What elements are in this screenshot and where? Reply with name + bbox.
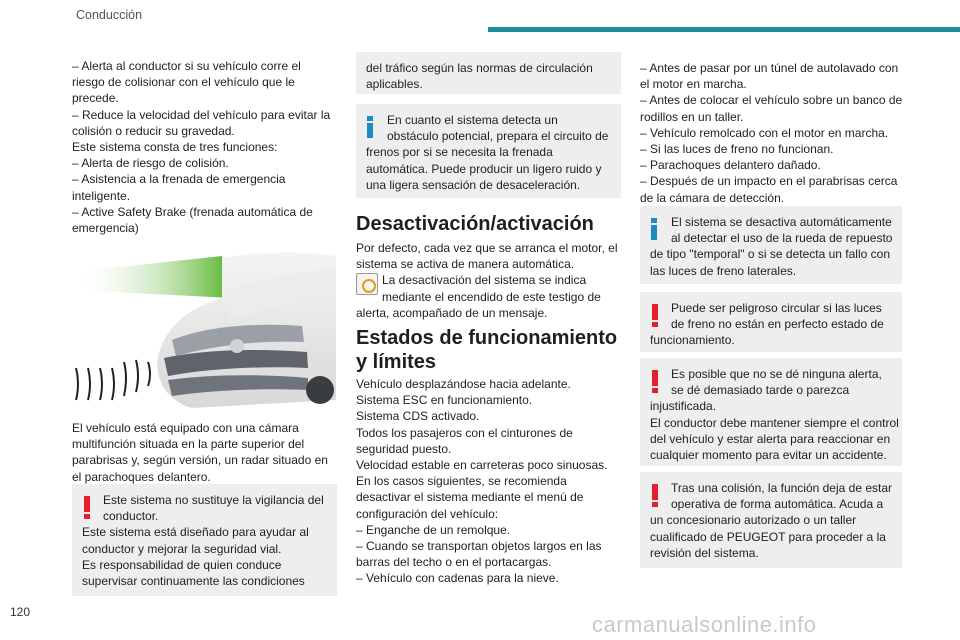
text-line: colisión o reducir su gravedad. bbox=[72, 123, 235, 138]
text-line: Es responsabilidad de quien conduce bbox=[82, 557, 282, 572]
car-radar-illustration bbox=[72, 250, 336, 410]
text-line: – Vehículo remolcado con el motor en marcha. bbox=[640, 125, 889, 140]
text-line: una ligera sensación de desaceleración. bbox=[366, 177, 581, 192]
text-line: conductor y mejorar la seguridad vial. bbox=[82, 541, 282, 556]
text-line: multifunción situada en la parte superior del bbox=[72, 437, 305, 452]
text-line: – Reduce la velocidad del vehículo para evitar la bbox=[72, 107, 331, 122]
text-line: – Parachoques delantero dañado. bbox=[640, 158, 821, 173]
text-line: Vehículo desplazándose hacia adelante. bbox=[356, 377, 571, 391]
text-line: desactivar el sistema mediante el menú de bbox=[356, 490, 584, 505]
text-line: Este sistema no sustituye la vigilancia del bbox=[103, 493, 324, 507]
text-line: el parachoques delantero. bbox=[72, 469, 211, 484]
text-line: conductor. bbox=[103, 509, 159, 524]
text-line: – Active Safety Brake (frenada automática de bbox=[72, 204, 313, 219]
text-line: – Si las luces de freno no funcionan. bbox=[640, 142, 834, 157]
text-line: frenos por si se necesita la frenada bbox=[366, 145, 553, 160]
text-line: obstáculo potencial, prepara el circuito de bbox=[387, 129, 609, 144]
text-line: – Alerta al conductor si su vehículo corre el bbox=[72, 59, 301, 73]
warning-note-continuation bbox=[356, 52, 621, 94]
warning-note-brake-lights bbox=[640, 292, 902, 352]
text-line: Puede ser peligroso circular si las luces bbox=[671, 301, 882, 315]
chapter-title: Conducción bbox=[76, 8, 143, 22]
text-line: En los casos siguientes, se recomienda bbox=[356, 474, 567, 489]
text-line: parabrisas y, según versión, un radar situado en bbox=[72, 453, 328, 468]
text-line: configuración del vehículo: bbox=[356, 506, 499, 521]
heading-deactivation: Desactivación/activación bbox=[356, 213, 594, 235]
text-line: – Antes de pasar por un túnel de autolavado con bbox=[640, 61, 899, 75]
info-note-auto-deactivation bbox=[640, 206, 902, 284]
camera-paragraph bbox=[72, 420, 337, 485]
text-line: – Alerta de riesgo de colisión. bbox=[72, 156, 229, 171]
text-line: de tipo "temporal" o si se detecta un fallo con bbox=[650, 247, 890, 262]
text-line: un concesionario autorizado o un taller bbox=[650, 513, 857, 528]
text-line: supervisar continuamente las condiciones bbox=[82, 574, 305, 589]
operating-paragraph bbox=[356, 376, 621, 587]
text-line: precede. bbox=[72, 91, 119, 106]
warning-icon bbox=[84, 496, 90, 519]
warning-icon bbox=[652, 484, 658, 507]
text-line: riesgo de colisionar con el vehículo que le bbox=[72, 75, 295, 90]
text-line: – Asistencia a la frenada de emergencia bbox=[72, 172, 286, 187]
text-line: Por defecto, cada vez que se arranca el motor, el bbox=[356, 241, 618, 255]
text-line: Es posible que no se dé ninguna alerta, bbox=[671, 367, 882, 381]
text-line: cualquier momento para evitar un accidente. bbox=[650, 448, 887, 463]
warning-note-vigilance bbox=[72, 484, 337, 596]
text-line: al detectar el uso de la rueda de repuesto bbox=[671, 231, 893, 246]
warning-note-no-alert bbox=[640, 358, 902, 466]
heading-line: y límites bbox=[356, 351, 437, 373]
text-line: las luces de freno laterales. bbox=[650, 263, 797, 278]
text-line: emergencia) bbox=[72, 221, 139, 236]
text-line: En cuanto el sistema detecta un bbox=[387, 113, 558, 127]
text-line: sistema se activa de manera automática. bbox=[356, 257, 575, 272]
text-line: de la cámara de detección. bbox=[640, 190, 785, 205]
text-line: Velocidad estable en carreteras poco sinuosas. bbox=[356, 458, 608, 473]
text-line: – Enganche de un remolque. bbox=[356, 522, 511, 537]
deactivation-paragraph bbox=[356, 240, 621, 321]
text-line: el motor en marcha. bbox=[640, 77, 747, 92]
text-line: El sistema se desactiva automáticamente bbox=[671, 215, 892, 229]
text-line: alerta, acompañado de un mensaje. bbox=[356, 305, 548, 320]
text-line: – Vehículo con cadenas para la nieve. bbox=[356, 571, 559, 586]
watermark: carmanualsonline.info bbox=[592, 612, 817, 637]
text-line: rodillos en un taller. bbox=[640, 109, 744, 124]
text-line: inteligente. bbox=[72, 188, 131, 203]
warning-note-after-collision bbox=[640, 472, 902, 568]
text-line: mediante el encendido de este testigo de bbox=[382, 289, 601, 304]
text-line: La desactivación del sistema se indica bbox=[382, 273, 587, 288]
text-line: injustificada. bbox=[650, 399, 717, 414]
text-line: – Después de un impacto en el parabrisas cerca bbox=[640, 174, 898, 189]
text-line: automática. Puede producir un ligero ruido y bbox=[366, 161, 602, 176]
warning-icon bbox=[652, 304, 658, 327]
text-line: Este sistema consta de tres funciones: bbox=[72, 140, 278, 155]
text-line: seguridad puesto. bbox=[356, 441, 452, 456]
text-line: de freno no están en perfecto estado de bbox=[671, 317, 884, 332]
text-line: – Cuando se transportan objetos largos en las bbox=[356, 539, 602, 554]
text-line: funcionamiento. bbox=[650, 333, 735, 348]
text-line: Sistema ESC en funcionamiento. bbox=[356, 393, 533, 408]
text-line: cualificado de PEUGEOT para proceder a la bbox=[650, 529, 886, 544]
deactivation-cases-list bbox=[640, 60, 905, 206]
text-line: barras del techo o en el portacargas. bbox=[356, 555, 552, 570]
warning-lamp-icon bbox=[356, 273, 378, 295]
page-number: 120 bbox=[10, 605, 31, 619]
text-line: El conductor debe mantener siempre el control bbox=[650, 415, 899, 430]
text-line: Todos los pasajeros con el cinturones de bbox=[356, 425, 573, 440]
text-line: operativa de forma automática. Acuda a bbox=[671, 497, 884, 512]
column-1 bbox=[72, 58, 337, 236]
text-line: se dé demasiado tarde o parezca bbox=[671, 383, 850, 398]
text-line: del vehículo y estar alerta para reaccionar en bbox=[650, 431, 891, 446]
heading-line: Estados de funcionamiento bbox=[356, 327, 618, 349]
text-line: Este sistema está diseñado para ayudar al bbox=[82, 525, 309, 540]
text-line: Tras una colisión, la función deja de estar bbox=[671, 481, 893, 495]
info-note-brake-prep bbox=[356, 104, 621, 198]
text-line: aplicables. bbox=[366, 77, 423, 92]
header-accent-bar bbox=[488, 27, 960, 32]
text-line: del tráfico según las normas de circulación bbox=[366, 61, 593, 75]
text-line: Sistema CDS activado. bbox=[356, 409, 480, 424]
text-line: El vehículo está equipado con una cámara bbox=[72, 421, 299, 435]
text-line: – Antes de colocar el vehículo sobre un banco de bbox=[640, 93, 903, 108]
info-icon bbox=[367, 116, 373, 138]
text-line: revisión del sistema. bbox=[650, 545, 759, 560]
intro-paragraph bbox=[72, 58, 337, 236]
warning-icon bbox=[652, 370, 658, 393]
indicator-block bbox=[356, 272, 621, 321]
heading-operating-states bbox=[356, 326, 617, 374]
info-icon bbox=[651, 218, 657, 240]
